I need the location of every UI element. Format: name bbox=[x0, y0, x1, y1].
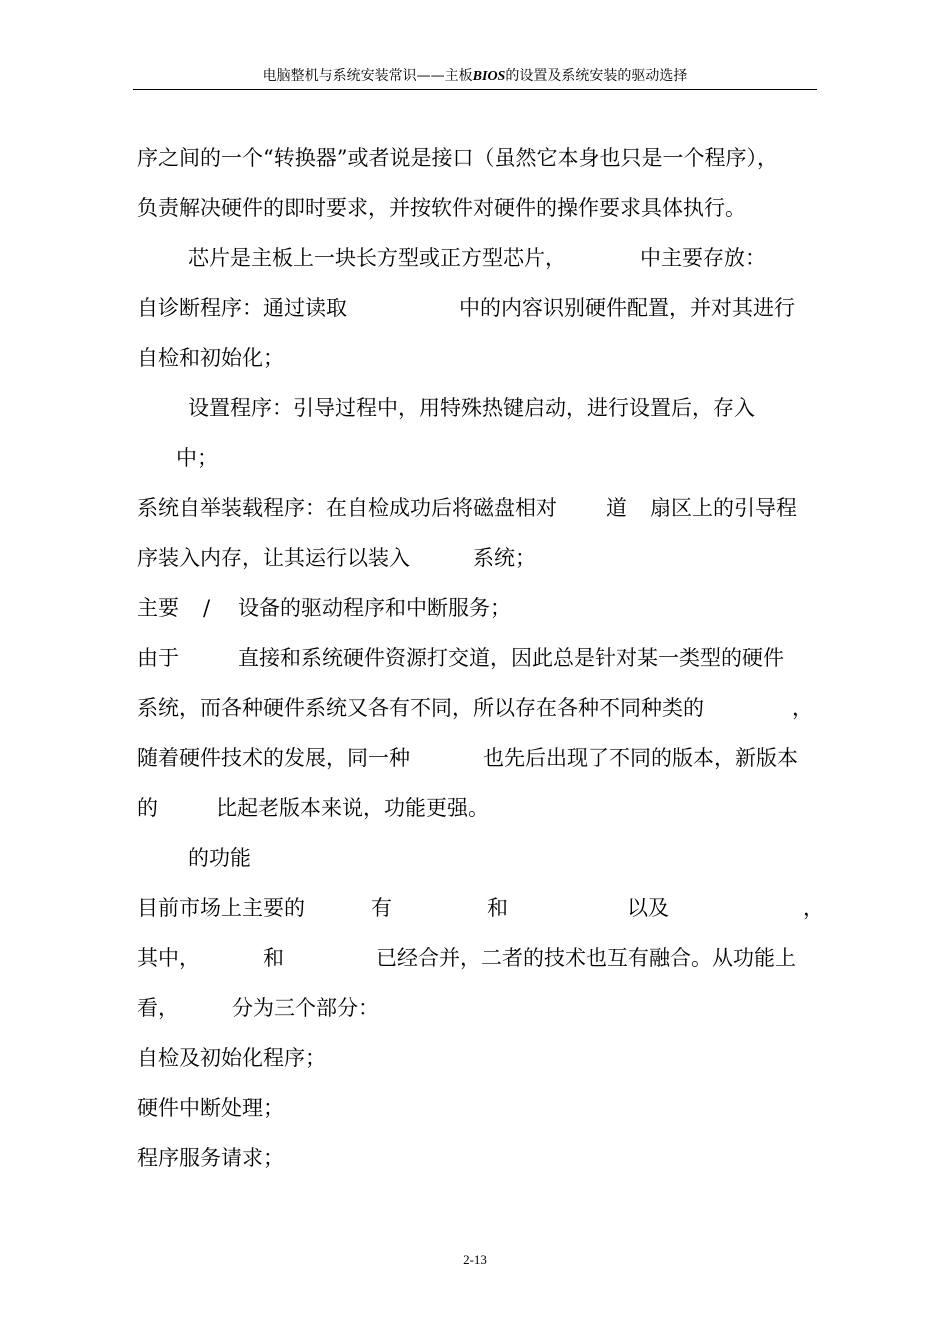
body-line: 目前市场上主要的 bbox=[137, 896, 305, 920]
body-line: 系统自举装载程序：在自检成功后将磁盘相对 bbox=[137, 496, 557, 520]
body-line: 的 bbox=[137, 796, 158, 820]
body-line: 设置程序：引导过程中，用特殊热键启动，进行设置后，存入 bbox=[188, 396, 755, 420]
section-heading: 的功能 bbox=[188, 846, 251, 870]
list-item: 程序服务请求； bbox=[137, 1146, 284, 1170]
body-line: / bbox=[203, 596, 211, 620]
body-line: 主要 bbox=[137, 596, 179, 620]
body-line: 有 bbox=[371, 896, 392, 920]
body-line: 看， bbox=[137, 996, 179, 1020]
body-line: 分为三个部分： bbox=[232, 996, 379, 1020]
body-line: 中的内容识别硬件配置，并对其进行 bbox=[459, 296, 795, 320]
body-line: 中； bbox=[176, 446, 218, 470]
body-line: ， bbox=[803, 896, 824, 920]
body-line: 和 bbox=[487, 896, 508, 920]
header-title-part2: 的设置及系统安装的驱动选择 bbox=[505, 68, 688, 84]
body-line: 其中， bbox=[137, 946, 200, 970]
body-line: 已经合并，二者的技术也互有融合。从功能上 bbox=[376, 946, 796, 970]
body-line: 比起老版本来说，功能更强。 bbox=[216, 796, 489, 820]
body-line: 芯片是主板上一块长方型或正方型芯片， bbox=[188, 246, 566, 270]
body-line: 负责解决硬件的即时要求，并按软件对硬件的操作要求具体执行。 bbox=[137, 196, 746, 220]
body-line: 由于 bbox=[137, 646, 179, 670]
body-line: 和 bbox=[263, 946, 284, 970]
body-line: 序之间的一个“转换器”或者说是接口（虽然它本身也只是一个程序）， bbox=[137, 146, 778, 170]
body-line: 系统，而各种硬件系统又各有不同，所以存在各种不同种类的 bbox=[137, 696, 704, 720]
body-line: 道 bbox=[606, 496, 627, 520]
body-line: 也先后出现了不同的版本，新版本 bbox=[483, 746, 798, 770]
body-line: 扇区上的引导程 bbox=[650, 496, 797, 520]
header-title-bios: BIOS bbox=[472, 69, 506, 84]
body-line: 中主要存放： bbox=[640, 246, 766, 270]
list-item: 硬件中断处理； bbox=[137, 1096, 284, 1120]
body-line: 设备的驱动程序和中断服务； bbox=[238, 596, 511, 620]
list-item: 自检及初始化程序； bbox=[137, 1046, 326, 1070]
body-line: 自诊断程序：通过读取 bbox=[137, 296, 347, 320]
body-line: 系统； bbox=[473, 546, 536, 570]
body-line: 随着硬件技术的发展，同一种 bbox=[137, 746, 410, 770]
body-line: 序装入内存，让其运行以装入 bbox=[137, 546, 410, 570]
running-header bbox=[133, 66, 817, 87]
body-line: 以及 bbox=[627, 896, 669, 920]
body-line: ， bbox=[792, 696, 813, 720]
header-title-part1: 电脑整机与系统安装常识——主板 bbox=[262, 68, 473, 84]
page-number: 2-13 bbox=[463, 1252, 487, 1267]
body-line: 直接和系统硬件资源打交道，因此总是针对某一类型的硬件 bbox=[238, 646, 784, 670]
body-line: 自检和初始化； bbox=[137, 346, 284, 370]
header-rule bbox=[133, 89, 817, 90]
